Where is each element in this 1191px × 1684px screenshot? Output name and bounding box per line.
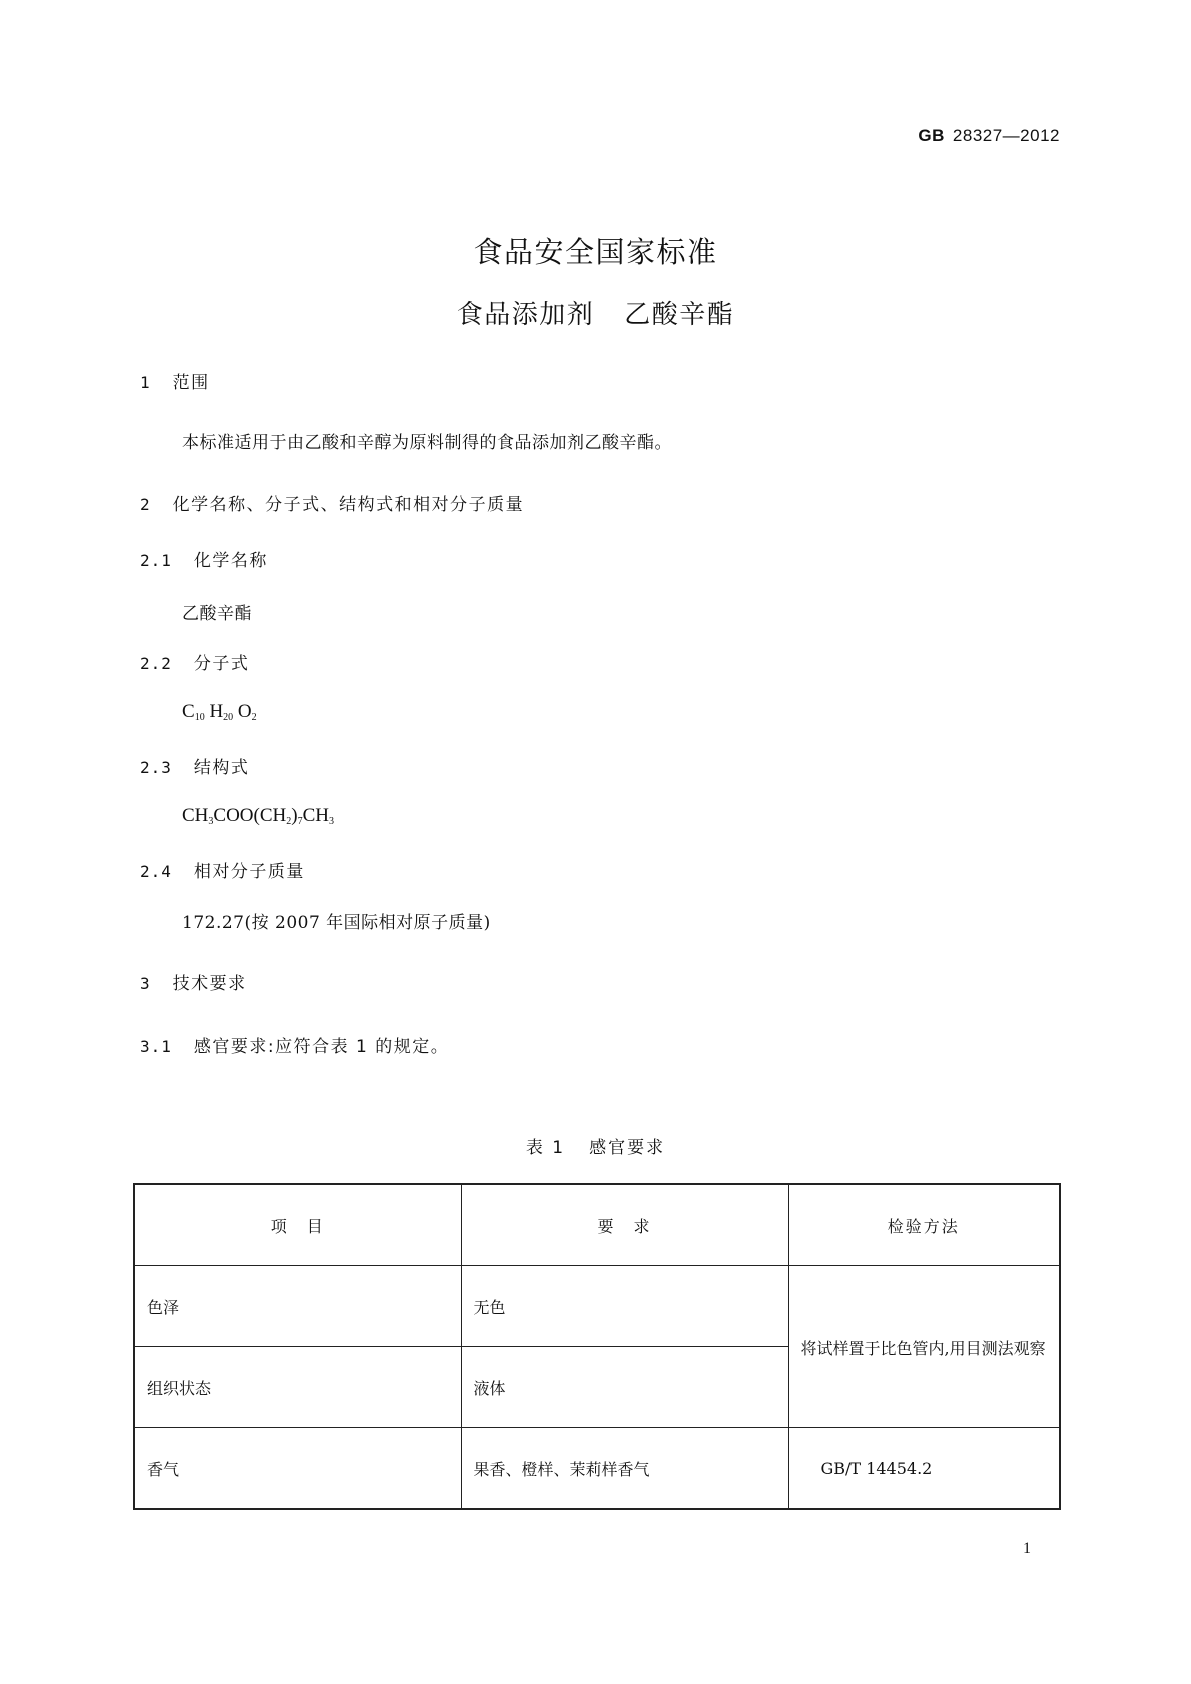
row-requirement-state: 液体	[461, 1347, 788, 1428]
row-requirement-color: 无色	[461, 1266, 788, 1347]
table-row	[134, 1266, 1060, 1347]
shared-test-method: 将试样置于比色管内,用目测法观察	[788, 1266, 1060, 1428]
row-item-aroma: 香气	[134, 1428, 461, 1510]
document-subtitle	[0, 294, 1191, 331]
table-1-caption: 表 1 感官要求	[525, 1138, 666, 1158]
row-requirement-aroma: 果香、橙样、茉莉样香气	[461, 1428, 788, 1510]
section-2-4-heading: 2.4 相对分子质量	[140, 862, 305, 882]
section-2-2-heading: 2.2 分子式	[140, 654, 250, 674]
structural-formula: $CH_3COO(CH_2)_7CH_3$	[182, 805, 334, 827]
subtitle-product: 乙酸辛酯	[624, 300, 735, 330]
section-1-heading: 1 范围	[140, 373, 210, 393]
table-row	[134, 1428, 1060, 1510]
header-item: 项 目	[134, 1184, 461, 1266]
section-3-heading: 3 技术要求	[140, 974, 247, 994]
standard-number: 28327—2012	[952, 126, 1060, 145]
section-3-1-heading: 3.1 感官要求:应符合表 1 的规定。	[140, 1037, 450, 1057]
section-2-1-heading: 2.1 化学名称	[140, 551, 268, 571]
sensory-requirements-table	[133, 1183, 1061, 1510]
header-method: 检验方法	[788, 1184, 1060, 1266]
row-method-aroma: GB/T 14454.2	[788, 1428, 1060, 1510]
page-number: 1	[1023, 1540, 1031, 1557]
row-item-state: 组织状态	[134, 1347, 461, 1428]
molecular-formula: $C_{10}$ $H_{20}$ $O_2$	[182, 701, 257, 723]
subtitle-category: 食品添加剂	[456, 300, 595, 330]
section-2-3-heading: 2.3 结构式	[140, 758, 250, 778]
standard-code	[918, 126, 1060, 146]
standard-prefix: GB	[918, 126, 945, 145]
header-requirement: 要 求	[461, 1184, 788, 1266]
relative-molecular-mass: 172.27(按 2007 年国际相对原子质量)	[182, 913, 491, 933]
row-item-color: 色泽	[134, 1266, 461, 1347]
chemical-name: 乙酸辛酯	[182, 604, 252, 624]
document-title: 食品安全国家标准	[473, 235, 718, 269]
section-2-heading: 2 化学名称、分子式、结构式和相对分子质量	[140, 495, 525, 515]
table-header-row	[134, 1184, 1060, 1266]
section-1-text: 本标准适用于由乙酸和辛醇为原料制得的食品添加剂乙酸辛酯。	[182, 433, 672, 453]
